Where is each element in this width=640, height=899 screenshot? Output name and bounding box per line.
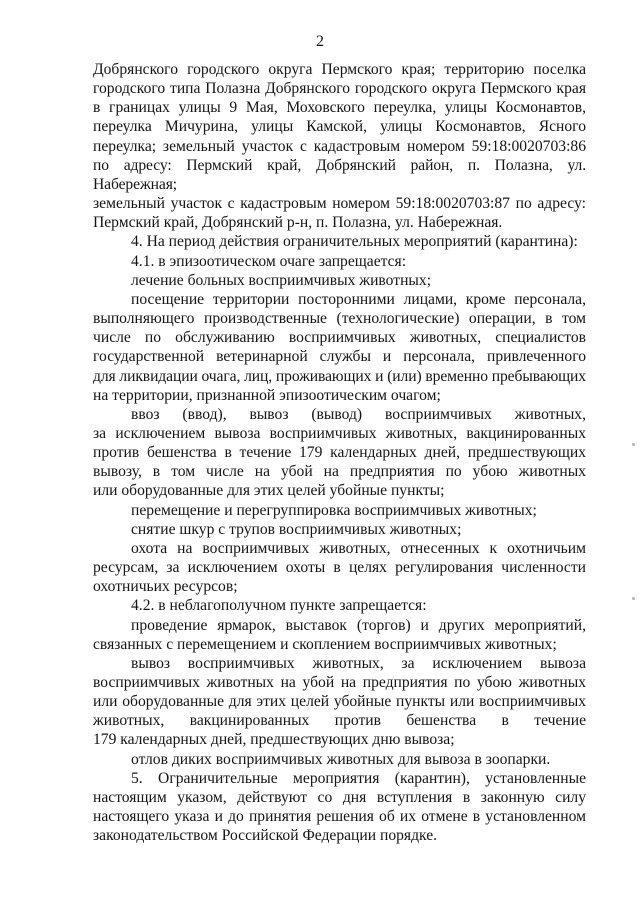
text-line: ресурсам, за исключением охоты в целях регулирования численности [93, 559, 586, 577]
body-text [93, 60, 586, 845]
text-line: 4.2. в неблагополучном пункте запрещается: [131, 597, 427, 615]
text-line: числе по обслуживанию восприимчивых животных, специалистов [93, 329, 586, 347]
text-line: ввоз (ввод), вывоз (вывод) восприимчивых животных, [131, 405, 586, 423]
text-line: настоящего указа и до принятия решения об их отмене в установленном [93, 808, 586, 826]
text-line: восприимчивых животных на убой на предприятия по убою животных [93, 674, 586, 691]
text-line: законодательством Российской Федерации порядке. [93, 827, 438, 845]
text-line: настоящим указом, действуют со дня вступления в законную силу [93, 788, 586, 806]
text-line: Пермский край, Добрянский р-н, п. Полазна, ул. Набережная. [93, 214, 503, 232]
text-line: перемещение и перегруппировка восприимчивых животных; [131, 501, 537, 519]
text-line: городского типа Полазна Добрянского городского округа Пермского края [93, 80, 586, 98]
text-line: земельный участок с кадастровым номером 59:18:0020703:87 по адресу: [93, 195, 586, 213]
text-line: 179 календарных дней, предшествующих дню вывоза; [93, 731, 455, 749]
text-line: проведение ярмарок, выставок (торгов) и других мероприятий, [131, 616, 586, 634]
text-line: посещение территории посторонними лицами, кроме персонала, [131, 290, 586, 308]
text-line: охотничьих ресурсов; [93, 578, 238, 596]
text-line: или оборудованные для этих целей убойные пункты; [93, 482, 445, 500]
text-line: вывозу, в том числе на убой на предприятия по убою животных [93, 463, 586, 481]
page-number: 2 [316, 33, 324, 50]
margin-mark [632, 443, 635, 446]
text-line: в границах улицы 9 Мая, Моховского переулка, улицы Космонавтов, [93, 99, 586, 117]
text-line: для ликвидации очага, лиц, проживающих и (или) временно пребывающих [93, 367, 586, 385]
text-line: вывоз восприимчивых животных, за исключением вывоза [131, 654, 586, 672]
text-line: на территории, признанной эпизоотическим очагом; [93, 386, 441, 404]
text-line: против бешенства в течение 179 календарных дней, предшествующих [93, 444, 586, 462]
text-line: снятие шкур с трупов восприимчивых животных; [131, 520, 462, 538]
text-line: Добрянского городского округа Пермского края; территорию поселка [93, 61, 586, 78]
text-line: по адресу: Пермский край, Добрянский район, п. Полазна, ул. Набережная; [93, 156, 586, 193]
text-line: государственной ветеринарной службы и персонала, привлеченного [93, 348, 586, 366]
text-line: переулка; земельный участок с кадастровым номером 59:18:0020703:86 [93, 137, 586, 155]
text-line: переулка Мичурина, улицы Камской, улицы Космонавтов, Ясного [93, 118, 586, 136]
text-line: за исключением вывоза восприимчивых животных, вакцинированных [93, 424, 586, 442]
text-line: выполняющего производственные (технологические) операции, в том [93, 310, 586, 328]
text-line: 5. Ограничительные мероприятия (карантин), установленные [131, 769, 586, 787]
text-line: 4.1. в эпизоотическом очаге запрещается: [131, 252, 407, 270]
text-line: животных, вакцинированных против бешенства в течение [93, 712, 586, 730]
text-line: связанных с перемещением и скоплением восприимчивых животных; [93, 635, 557, 653]
text-line: или оборудованные для этих целей убойные пункты или восприимчивых [93, 693, 586, 711]
text-line: охота на восприимчивых животных, отнесенных к охотничьим [131, 539, 586, 557]
text-line: лечение больных восприимчивых животных; [131, 271, 432, 289]
margin-mark [632, 597, 635, 600]
text-line: отлов диких восприимчивых животных для вывоза в зоопарки. [131, 750, 551, 768]
text-line: 4. На период действия ограничительных мероприятий (карантина): [131, 233, 578, 251]
